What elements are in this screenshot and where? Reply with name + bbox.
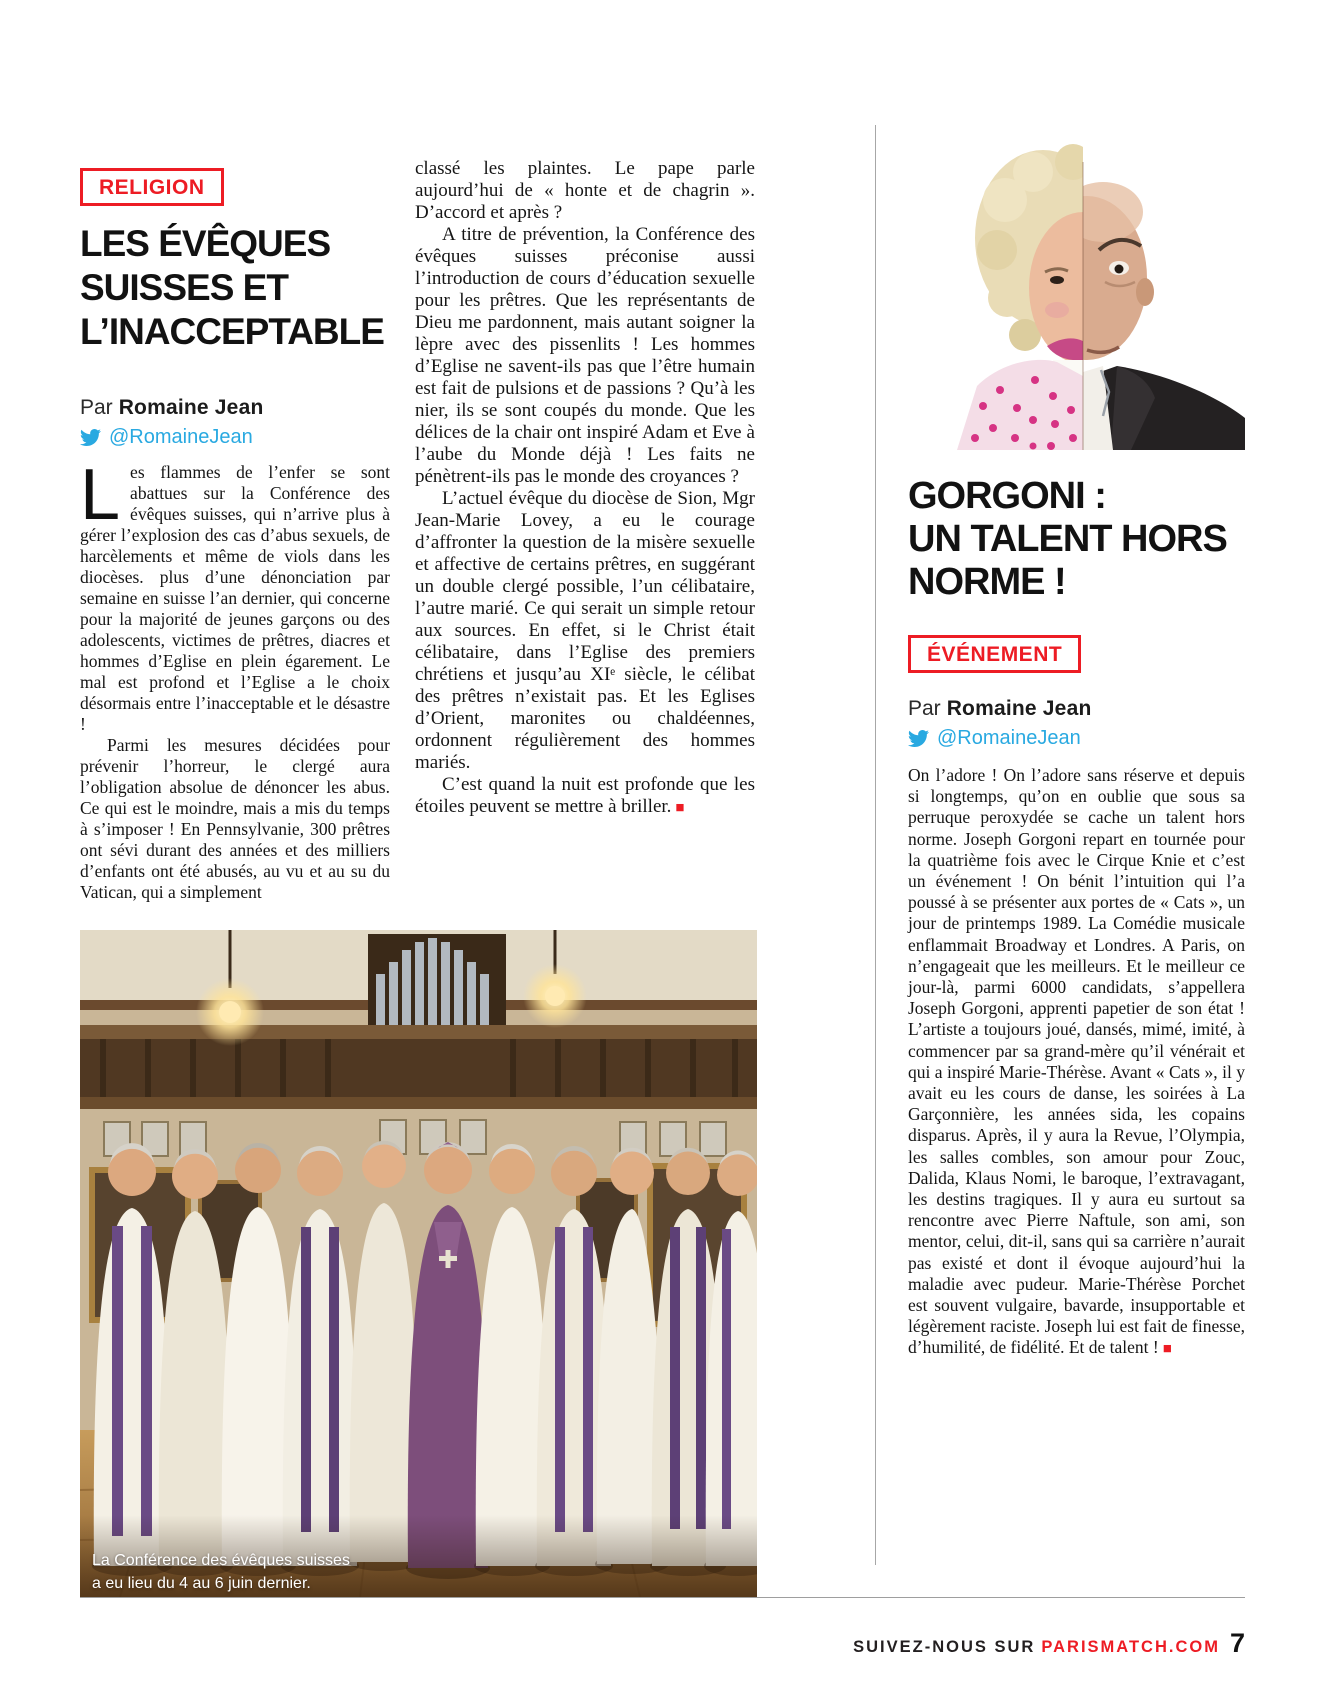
church-interior-illustration <box>80 930 757 1597</box>
page-number: 7 <box>1229 1628 1245 1658</box>
column-divider-rule <box>875 125 876 1565</box>
twitter-handle[interactable]: @RomaineJean <box>109 426 253 448</box>
article-end-mark: ■ <box>1162 1341 1172 1358</box>
paragraph: L’actuel évêque du diocèse de Sion, Mgr Jean-Marie Lovey, a eu le courage d’affronter la question de la misère sexuelle et affective de certains prêtres, en suggérant un double clergé possible, l’un célibataire, l’autre marié. Ce qui serait un simple retour aux sources. En effet, si le Christ était célibataire, dans l’Eglise des premiers chrétiens et jusqu’au XIᵉ siècle, le célibat des prêtres n’existait pas. Et les Eglises d’Orient, maronites ou chaldéennes, ordonnent régulièrement des hommes mariés. <box>415 488 755 773</box>
paragraph: Les flammes de l’enfer se sont abattues sur la Conférence des évêques suisses, qui n’arrive plus à gérer l’explosion des cas d’abus sexuels, de harcèlements et même de viols dans les diocèses. plus d’une dénonciation par semaine en suisse l’an dernier, qui concerne pour la majorité de jeunes garçons ou des adolescents, victimes de prêtres, diacres et hommes d’Eglise en plein égarement. Le mal est profond et l’Eglise a le choix désormais entre l’inacceptable et le désastre ! <box>80 455 390 734</box>
bishops-conference-photo <box>80 930 757 1597</box>
religion-headline-line1: LES ÉVÊQUES <box>80 223 331 264</box>
gorgoni-photo <box>905 120 1245 450</box>
caption-line1: La Conférence des évêques suisses <box>92 1552 350 1569</box>
gorgoni-headline <box>908 475 1227 604</box>
religion-headline <box>80 222 384 354</box>
byline-author: Romaine Jean <box>946 697 1092 720</box>
paragraph: C’est quand la nuit est profonde que les étoiles peuvent se mettre à briller. ■ <box>415 774 755 817</box>
religion-column-1 <box>80 455 390 903</box>
footer-follow-text: SUIVEZ-NOUS SUR <box>853 1638 1036 1656</box>
gorgoni-column <box>908 765 1245 1361</box>
twitter-bird-icon <box>908 728 929 749</box>
religion-headline-line2: SUISSES ET <box>80 267 288 308</box>
twitter-bird-icon <box>80 427 101 448</box>
gorgoni-headline-line3: NORME ! <box>908 561 1066 603</box>
religion-twitter-row <box>80 426 253 449</box>
paragraph: Parmi les mesures décidées pour prévenir l’horreur, le clergé aura l’obligation absolue de dénoncer les abus. Ce qui est le moindre, mais a mis du temps à s’imposer ! En Pennsylvanie, 300 prêtres ont sévi durant des années et des milliers d’enfants ont été abusés, au vu et au su du Vatican, qui a simplement <box>80 735 390 902</box>
religion-column-2 <box>415 158 755 819</box>
page-footer <box>853 1628 1245 1659</box>
gorgoni-twitter-row <box>908 727 1081 750</box>
caption-line2: a eu lieu du 4 au 6 juin dernier. <box>92 1575 311 1592</box>
gorgoni-byline <box>908 697 1091 721</box>
footer-site-link[interactable]: PARISMATCH.COM <box>1041 1638 1220 1656</box>
paragraph: On l’adore ! On l’adore sans réserve et depuis si longtemps, qu’on en oublie que sous sa perruque peroxydée se cache un talent hors norme. Joseph Gorgoni repart en tournée pour la quatrième fois avec le Cirque Knie et c’est un événement ! On bénit l’intuition qui l’a poussé à se présenter aux portes de « Cats », un jour de printemps 1989. La Comédie musicale enflammait Broadway et Londres. A Paris, on n’engageait que les meilleurs. Et le meilleur ce jour-là, parmi 6000 candidats, s’appellera Joseph Gorgoni, apprenti papetier de son état ! L’artiste a toujours joué, dansés, mimé, imité, à commencer par sa grand-mère qu’il vénérait et qui a inspiré Marie-Thérèse. Avant « Cats », il y avait eu les cours de danse, les soirées à La Garçonnière, les années sida, les copains disparus. Après, il y aura la Revue, l’Olympia, les salles combles, son amour pour Zouc, Dalida, Klaus Nomi, le baroque, l’extravagant, les destins tragiques. Il y aura eu surtout sa rencontre avec Pierre Naftule, son ami, son mentor, celui, dit-il, sans qui sa carrière n’aurait pas existé et dont il évoque aujourd’hui la maladie avec pudeur. Marie-Thérèse Porchet est souvent vulgaire, bavarde, insupportable et légèrement raciste. Joseph lui est fait de finesse, d’humilité, de fidélité. Et de talent ! ■ <box>908 765 1245 1358</box>
byline-prefix: Par <box>80 396 113 419</box>
footer-rule <box>80 1597 1245 1598</box>
paragraph: classé les plaintes. Le pape parle aujourd’hui de « honte et de chagrin ». D’accord et après ? <box>415 158 755 223</box>
religion-headline-line3: L’INACCEPTABLE <box>80 311 384 352</box>
gorgoni-half-woman-half-man-illustration <box>905 120 1245 450</box>
gorgoni-headline-line2: UN TALENT HORS <box>908 518 1227 560</box>
religion-kicker-tag: RELIGION <box>80 168 224 206</box>
article-end-mark: ■ <box>675 800 685 816</box>
paragraph: A titre de prévention, la Conférence des évêques suisses préconise aussi l’introduction de cours d’éducation sexuelle pour les prêtres. Que les représentants de Dieu me pardonnent, mais autant soigner la lèpre avec des pissenlits ! Les hommes d’Eglise ne savent-ils pas que l’être humain est fait de pulsions et de passions ? Qu’à les nier, ils se sont coupés du monde. Que les délices de la chair ont inspiré Adam et Eve à l’aube du Monde déjà ! Les faits ne pénètrent-ils pas le monde des croyances ? <box>415 224 755 487</box>
dropcap: L <box>80 455 121 535</box>
gorgoni-headline-line1: GORGONI : <box>908 475 1106 517</box>
byline-prefix: Par <box>908 697 941 720</box>
byline-author: Romaine Jean <box>118 396 264 419</box>
evenement-kicker-tag: ÉVÉNEMENT <box>908 635 1081 673</box>
religion-byline <box>80 396 263 420</box>
photo-caption <box>92 1549 350 1595</box>
twitter-handle[interactable]: @RomaineJean <box>937 727 1081 749</box>
